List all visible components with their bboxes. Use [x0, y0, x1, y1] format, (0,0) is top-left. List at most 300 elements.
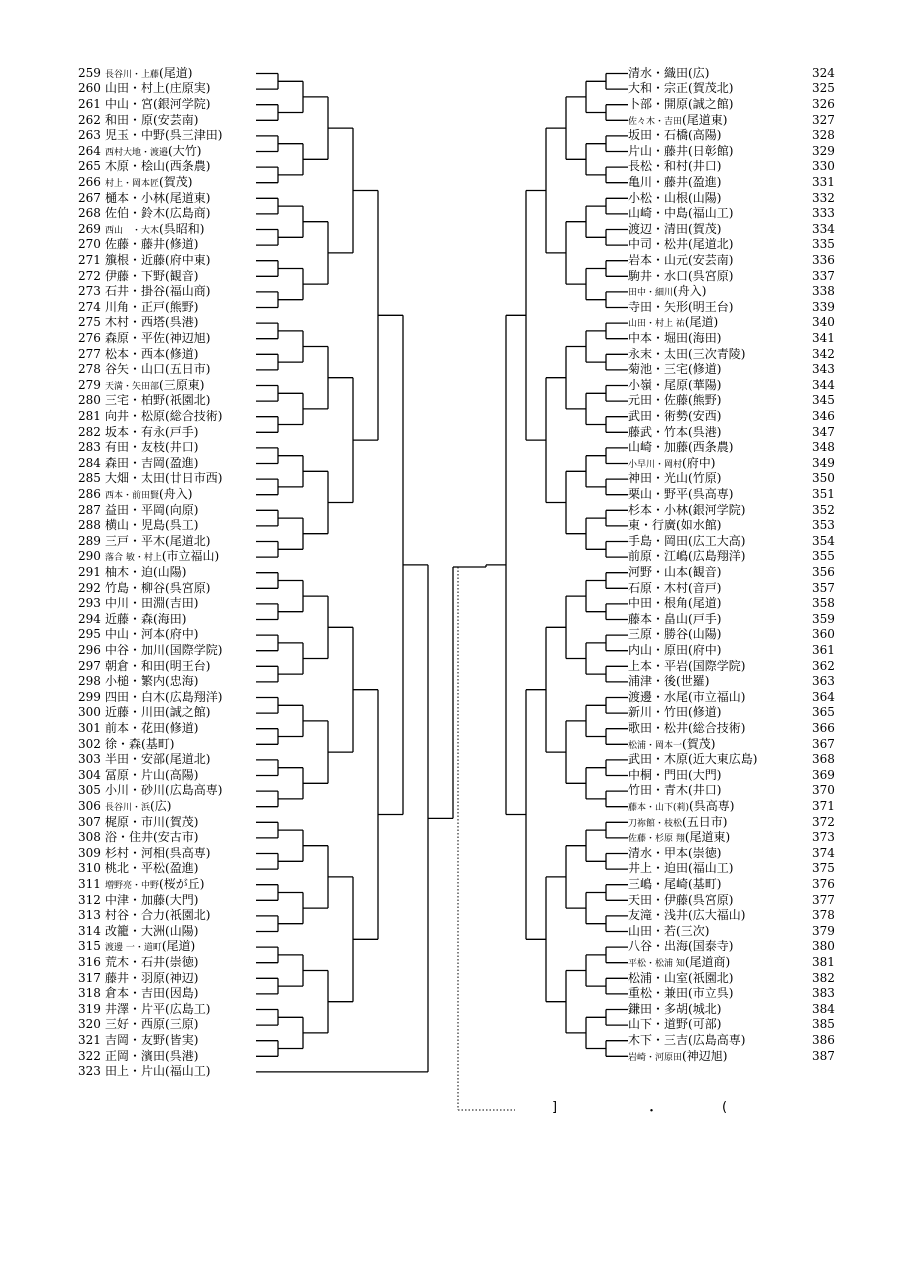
entry-number: 289 [78, 533, 101, 548]
entry-number: 353 [812, 518, 835, 533]
entry-school: (向原) [165, 502, 199, 517]
entry-number: 293 [78, 596, 101, 611]
entry-number: 382 [812, 970, 835, 985]
entry-number: 377 [812, 892, 835, 907]
entry-school: (因島) [165, 986, 199, 1001]
entry-number: 344 [812, 377, 835, 392]
entry-number: 311 [78, 876, 101, 891]
entry-number: 294 [78, 611, 101, 626]
bracket-entry [628, 690, 878, 706]
entry-player-names: 小川・砂川 [105, 783, 166, 798]
entry-school: (五日市) [165, 362, 211, 377]
entry-school: (呉工) [165, 518, 199, 533]
bracket-entry [78, 783, 258, 799]
entry-number: 346 [812, 408, 835, 423]
entry-school: (尾道商) [684, 954, 731, 969]
bracket-entry [78, 565, 258, 581]
entry-school: (明王台) [165, 658, 211, 673]
entry-number: 263 [78, 128, 101, 143]
entry-school: (修道) [688, 362, 722, 377]
entry-school: (尾道) [159, 65, 193, 80]
entry-player-names: 中本・堀田 [628, 330, 689, 345]
entry-school: (国際学院) [688, 658, 746, 673]
entry-school: (神辺旭) [682, 1048, 728, 1063]
entry-player-names: 森田・吉岡 [105, 455, 166, 470]
entry-school: (安古市) [153, 830, 199, 845]
entry-school: (忠海) [165, 674, 199, 689]
entry-player-names: 永末・太田 [628, 346, 689, 361]
bracket-entry [628, 627, 878, 643]
entry-number: 354 [812, 533, 835, 548]
entry-number: 367 [812, 736, 835, 751]
entry-number: 302 [78, 736, 101, 751]
bracket-entry [78, 986, 258, 1002]
entry-number: 369 [812, 767, 835, 782]
bracket-entry [628, 877, 878, 893]
entry-number: 338 [812, 284, 835, 299]
bracket-entry [628, 425, 878, 441]
bracket-entry [628, 269, 878, 285]
entry-player-names: 木下・三吉 [628, 1032, 689, 1047]
entry-number: 278 [78, 362, 101, 377]
entry-player-names: 八谷・出海 [628, 939, 689, 954]
entry-school: (修道) [165, 346, 199, 361]
entry-school: (竹原) [688, 471, 722, 486]
entry-school: (市立福山) [161, 549, 220, 564]
entry-school: (舟入) [673, 284, 707, 299]
entry-school: (世羅) [676, 674, 710, 689]
entry-school: (桜が丘) [159, 876, 205, 891]
bracket-entry [78, 534, 258, 550]
bracket-entry [78, 752, 258, 768]
bracket-entry [78, 191, 258, 207]
entry-school: (府中) [165, 627, 199, 642]
entry-school: (近大東広島) [688, 752, 758, 767]
entry-school: (広工大高) [688, 533, 746, 548]
entry-number: 310 [78, 861, 101, 876]
entry-player-names: 村上・岡本匠 [105, 178, 160, 189]
entry-number: 318 [78, 986, 101, 1001]
entry-player-names: 内山・原田 [628, 642, 689, 657]
bracket-entry [628, 456, 878, 472]
entry-school: (山陽) [165, 923, 199, 938]
entry-number: 264 [78, 143, 101, 158]
entry-player-names: 児玉・中野 [105, 128, 166, 143]
entry-number: 351 [812, 486, 835, 501]
entry-player-names: 吉岡・友野 [105, 1032, 166, 1047]
entry-number: 282 [78, 424, 101, 439]
entry-school: (三原) [165, 1017, 199, 1032]
bracket-entry [78, 487, 258, 503]
bracket-entry [628, 128, 878, 144]
entry-number: 305 [78, 783, 101, 798]
bracket-entry [78, 846, 258, 862]
entry-player-names: 田中・細川 [628, 288, 674, 299]
entry-player-names: 村谷・合力 [105, 908, 166, 923]
entry-number: 266 [78, 174, 101, 189]
entry-school: (音戸) [688, 580, 722, 595]
entry-number: 366 [812, 720, 835, 735]
bracket-entry [628, 971, 878, 987]
entry-player-names: 清水・織田 [628, 65, 689, 80]
bracket-entry [78, 284, 258, 300]
entry-school: (福山商) [165, 284, 211, 299]
bracket-entry [78, 1049, 258, 1065]
entry-number: 370 [812, 783, 835, 798]
entry-player-names: 佐藤・藤井 [105, 237, 166, 252]
entry-player-names: 大畑・太田 [105, 471, 166, 486]
entry-number: 378 [812, 908, 835, 923]
bracket-entry [628, 752, 878, 768]
entry-player-names: 中谷・加川 [105, 642, 166, 657]
bracket-entry [628, 159, 878, 175]
bracket-entry [628, 908, 878, 924]
entry-number: 348 [812, 440, 835, 455]
entry-number: 355 [812, 549, 835, 564]
bracket-entry [628, 893, 878, 909]
entry-number: 326 [812, 96, 835, 111]
entry-school: (盈進) [688, 174, 722, 189]
entry-player-names: 近藤・川田 [105, 705, 166, 720]
bracket-entry [628, 253, 878, 269]
bracket-entry [78, 159, 258, 175]
bracket-entry [628, 237, 878, 253]
entry-number: 285 [78, 471, 101, 486]
entry-school: (市立福山) [688, 689, 746, 704]
entry-number: 375 [812, 861, 835, 876]
entry-number: 381 [812, 954, 835, 969]
entry-player-names: 山崎・加藤 [628, 440, 689, 455]
entry-player-names: 長谷川・浜 [105, 802, 151, 813]
entry-number: 324 [812, 65, 835, 80]
entry-school: (広) [150, 798, 172, 813]
entry-number: 323 [78, 1064, 101, 1079]
entry-school: (安西) [688, 408, 722, 423]
entry-number: 352 [812, 502, 835, 517]
entry-player-names: 浴・住井 [105, 830, 154, 845]
bracket-entry [628, 737, 878, 753]
entry-number: 376 [812, 876, 835, 891]
entry-number: 358 [812, 596, 835, 611]
bracket-entry [628, 768, 878, 784]
bracket-entry [78, 596, 258, 612]
bracket-entry [78, 877, 258, 893]
entry-school: (井口) [165, 440, 199, 455]
entry-player-names: 荒木・石井 [105, 954, 166, 969]
entry-number: 300 [78, 705, 101, 720]
entry-player-names: 山下・道野 [628, 1017, 689, 1032]
bracket-entry [78, 721, 258, 737]
entry-school: (呉三津田) [165, 128, 223, 143]
entry-player-names: 松浦・山室 [628, 970, 689, 985]
entry-school: (安芸南) [153, 112, 199, 127]
entry-number: 340 [812, 315, 835, 330]
bracket-entry [78, 737, 258, 753]
entry-player-names: 西村大地・渡邉 [105, 147, 169, 158]
bracket-entry [628, 534, 878, 550]
bracket-entry [78, 315, 258, 331]
bracket-entry [628, 206, 878, 222]
entry-player-names: 天田・伊藤 [628, 892, 689, 907]
entry-school: (尾道北) [165, 752, 211, 767]
entry-player-names: 木原・桧山 [105, 159, 166, 174]
bracket-entry [78, 674, 258, 690]
entry-player-names: 和田・原 [105, 112, 154, 127]
entry-player-names: 半田・安部 [105, 752, 166, 767]
entry-school: (賀茂) [688, 221, 722, 236]
entry-school: (福山工) [688, 206, 734, 221]
entry-player-names: 樋本・小林 [105, 190, 166, 205]
entry-school: (銀河学院) [688, 502, 746, 517]
entry-number: 356 [812, 564, 835, 579]
entry-number: 387 [812, 1048, 835, 1063]
bracket-entry [78, 955, 258, 971]
entry-school: (呉港) [165, 1048, 199, 1063]
bracket-entry [78, 113, 258, 129]
bracket-entry [628, 830, 878, 846]
entry-player-names: 寺田・矢形 [628, 299, 689, 314]
entry-number: 301 [78, 720, 101, 735]
bracket-entry [78, 347, 258, 363]
entry-player-names: 武田・木原 [628, 752, 689, 767]
entry-number: 304 [78, 767, 101, 782]
entry-school: (井口) [688, 783, 722, 798]
entry-school: (戸手) [165, 424, 199, 439]
entry-number: 288 [78, 518, 101, 533]
bracket-entry [628, 331, 878, 347]
entry-player-names: 友滝・浅井 [628, 908, 689, 923]
entry-number: 316 [78, 954, 101, 969]
bracket-entry [628, 175, 878, 191]
entry-player-names: 山田・村上 [105, 81, 166, 96]
entry-number: 265 [78, 159, 101, 174]
entry-player-names: 石原・木村 [628, 580, 689, 595]
entry-number: 277 [78, 346, 101, 361]
bracket-entry [628, 393, 878, 409]
entry-school: (修道) [165, 720, 199, 735]
entry-player-names: 横山・児島 [105, 518, 166, 533]
bracket-entry [78, 378, 258, 394]
entry-number: 385 [812, 1017, 835, 1032]
entry-school: (崇徳) [165, 954, 199, 969]
bracket-entry [628, 347, 878, 363]
entry-player-names: 栗山・野平 [628, 486, 689, 501]
entry-number: 270 [78, 237, 101, 252]
entry-school: (尾道) [161, 939, 196, 954]
entry-number: 331 [812, 174, 835, 189]
entry-school: (山陽) [153, 564, 187, 579]
entry-number: 357 [812, 580, 835, 595]
entry-school: (呉港) [688, 424, 722, 439]
bracket-entry [628, 783, 878, 799]
bracket-entry [628, 471, 878, 487]
entry-school: (福山工) [688, 861, 734, 876]
entry-number: 287 [78, 502, 101, 517]
entry-school: (基町) [688, 876, 722, 891]
bracket-entry [78, 503, 258, 519]
entry-school: (観音) [688, 564, 722, 579]
entry-school: (盈進) [165, 861, 199, 876]
entry-player-names: 中田・根角 [628, 596, 689, 611]
entry-player-names: 刀祢館・枝松 [628, 818, 683, 829]
bracket-entry [78, 222, 258, 238]
bracket-entry [78, 253, 258, 269]
bracket-entry [628, 315, 878, 331]
entry-player-names: 向井・松原 [105, 408, 166, 423]
entry-number: 349 [812, 455, 835, 470]
entry-player-names: 竹田・青木 [628, 783, 689, 798]
entry-number: 267 [78, 190, 101, 205]
entry-school: (海田) [153, 611, 187, 626]
entry-number: 343 [812, 362, 835, 377]
entry-number: 286 [78, 486, 101, 501]
bracket-entry [628, 612, 878, 628]
entry-number: 365 [812, 705, 835, 720]
entry-school: (山陽) [688, 190, 722, 205]
bracket-entry [78, 440, 258, 456]
entry-number: 291 [78, 564, 101, 579]
entry-player-names: 長松・和村 [628, 159, 689, 174]
entry-school: (広島高専) [165, 783, 223, 798]
bracket-entry [78, 1002, 258, 1018]
entry-number: 372 [812, 814, 835, 829]
entry-school: (海田) [688, 330, 722, 345]
entry-school: (広島翔洋) [165, 689, 223, 704]
entry-number: 297 [78, 658, 101, 673]
entry-school: (三次) [676, 923, 710, 938]
entry-number: 299 [78, 689, 101, 704]
bracket-entry [78, 128, 258, 144]
entry-number: 363 [812, 674, 835, 689]
bracket-entry [628, 581, 878, 597]
entry-player-names: 河野・山本 [628, 564, 689, 579]
entry-number: 361 [812, 642, 835, 657]
entry-player-names: 渡辺・清田 [628, 221, 689, 236]
entry-number: 260 [78, 81, 101, 96]
bracket-entry [78, 409, 258, 425]
entry-number: 290 [78, 549, 101, 564]
bracket-entry [628, 705, 878, 721]
entry-school: (賀茂北) [688, 81, 734, 96]
bracket-entry [628, 362, 878, 378]
bracket-entry [78, 300, 258, 316]
entry-number: 339 [812, 299, 835, 314]
bracket-entry [78, 237, 258, 253]
bracket-entry [628, 846, 878, 862]
entry-number: 319 [78, 1001, 101, 1016]
bracket-entry [78, 456, 258, 472]
entry-number: 274 [78, 299, 101, 314]
entry-player-names: 上本・平岩 [628, 658, 689, 673]
entry-number: 386 [812, 1032, 835, 1047]
entry-player-names: 渡邊 一・道町 [105, 943, 162, 954]
entry-school: (祇園北) [165, 908, 211, 923]
bracket-entry [78, 518, 258, 534]
entry-school: (呉宮原) [165, 580, 211, 595]
bracket-entry [78, 768, 258, 784]
entry-school: (庄原実) [165, 81, 211, 96]
entry-player-names: 中津・加藤 [105, 892, 166, 907]
entry-number: 312 [78, 892, 101, 907]
entry-number: 269 [78, 221, 101, 236]
entry-school: (市立呉) [688, 986, 734, 1001]
entry-player-names: 佐伯・鈴木 [105, 206, 166, 221]
entry-player-names: 木村・西塔 [105, 315, 166, 330]
entry-number: 325 [812, 81, 835, 96]
bracket-entry [628, 721, 878, 737]
entry-school: (銀河学院) [153, 96, 211, 111]
footer-paren-open: ( [722, 1100, 728, 1115]
entry-player-names: 浦津・後 [628, 674, 677, 689]
entry-number: 272 [78, 268, 101, 283]
entry-school: (熊野) [165, 299, 199, 314]
entry-school: (尾道北) [165, 533, 211, 548]
entry-school: (尾道東) [684, 830, 731, 845]
entry-number: 336 [812, 252, 835, 267]
bracket-entry [78, 705, 258, 721]
entry-school: (尾道北) [688, 237, 734, 252]
entry-number: 314 [78, 923, 101, 938]
entry-school: (賀茂) [165, 814, 199, 829]
entry-number: 262 [78, 112, 101, 127]
entry-player-names: 桃北・平松 [105, 861, 166, 876]
entry-player-names: 重松・兼田 [628, 986, 689, 1001]
entry-player-names: 武田・術勢 [628, 408, 689, 423]
entry-player-names: 伊藤・下野 [105, 268, 166, 283]
entry-school: (大門) [165, 892, 199, 907]
bracket-entry [628, 487, 878, 503]
entry-school: (神辺) [165, 970, 199, 985]
entry-player-names: 前本・花田 [105, 720, 166, 735]
entry-school: (国際学院) [165, 642, 223, 657]
bracket-entry [628, 66, 878, 82]
entry-player-names: 三宅・柏野 [105, 393, 166, 408]
entry-school: (如水館) [676, 518, 722, 533]
entry-player-names: 藤本・山下(莉) [628, 802, 690, 813]
entry-number: 332 [812, 190, 835, 205]
entry-player-names: 杉本・小林 [628, 502, 689, 517]
entry-player-names: 卜部・開原 [628, 96, 689, 111]
entry-player-names: 亀川・藤井 [628, 174, 689, 189]
entry-player-names: 三好・西原 [105, 1017, 166, 1032]
entry-number: 273 [78, 284, 101, 299]
bracket-entry [78, 1033, 258, 1049]
bracket-entry [78, 549, 258, 565]
entry-school: (尾道東) [165, 190, 211, 205]
entry-number: 308 [78, 830, 101, 845]
entry-number: 303 [78, 752, 101, 767]
entry-player-names: 杉村・河相 [105, 845, 166, 860]
entry-player-names: 元田・佐藤 [628, 393, 689, 408]
bracket-entry [628, 643, 878, 659]
bracket-entry [628, 81, 878, 97]
entry-number: 276 [78, 330, 101, 345]
bracket-entry [628, 939, 878, 955]
entry-number: 330 [812, 159, 835, 174]
entry-school: (福山工) [165, 1064, 211, 1079]
bracket-entry [78, 471, 258, 487]
bracket-entry [78, 581, 258, 597]
entry-player-names: 佐々木・吉田 [628, 116, 683, 127]
entry-school: (呉宮原) [688, 268, 734, 283]
entry-player-names: 冨原・片山 [105, 767, 166, 782]
entry-school: (誠之館) [688, 96, 734, 111]
entry-player-names: 片山・藤井 [628, 143, 689, 158]
entry-number: 383 [812, 986, 835, 1001]
entry-number: 374 [812, 845, 835, 860]
entry-school: (尾道東) [682, 112, 728, 127]
entry-number: 384 [812, 1001, 835, 1016]
